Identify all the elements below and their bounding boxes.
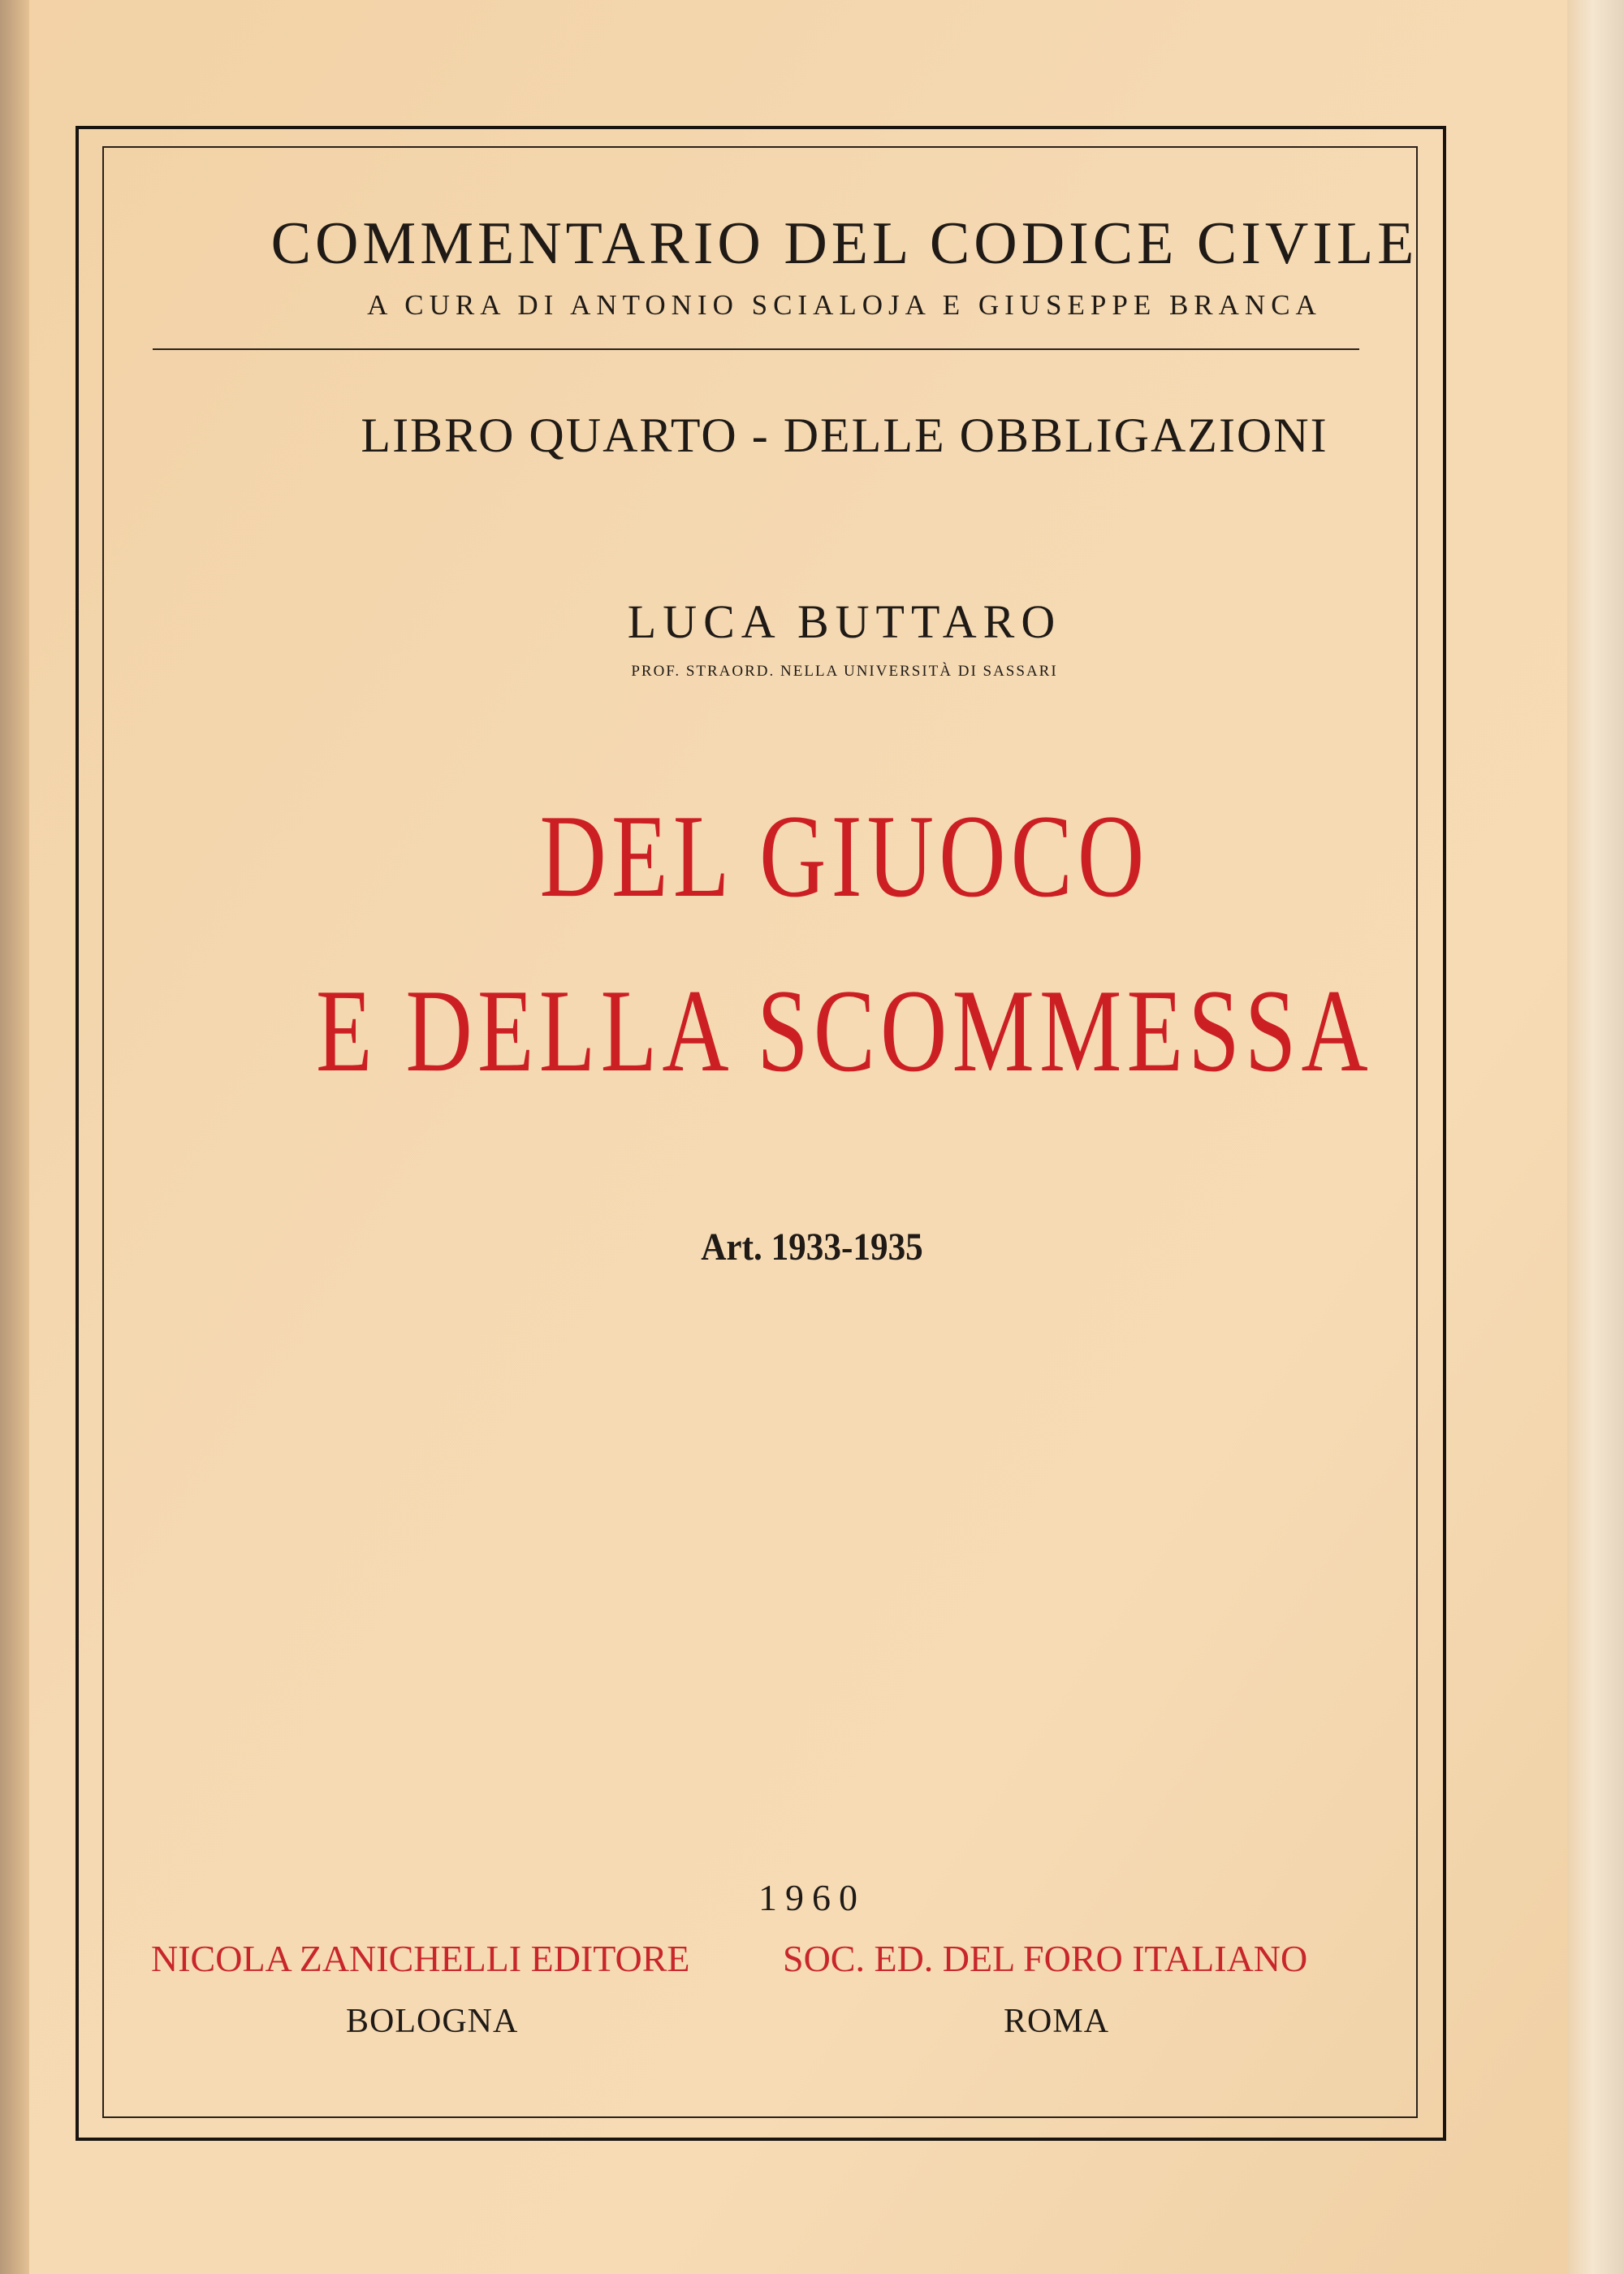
page-edge (1567, 0, 1624, 2274)
publisher-left-name: NICOLA ZANICHELLI EDITORE (151, 1938, 690, 1979)
book-binding-edge (0, 0, 29, 2274)
articles-range: Art. 1933-1935 (701, 1226, 923, 1269)
author-affiliation: PROF. STRAORD. NELLA UNIVERSITÀ DI SASSARI (631, 663, 1058, 680)
title-page (29, 0, 1567, 2274)
publication-year: 1960 (758, 1877, 866, 1918)
publisher-right-name: SOC. ED. DEL FORO ITALIANO (783, 1938, 1308, 1979)
series-editors: A CURA DI ANTONIO SCIALOJA E GIUSEPPE BRANCA (367, 289, 1322, 321)
publisher-right-city: ROMA (1004, 2003, 1110, 2040)
book-heading: LIBRO QUARTO - DELLE OBBLIGAZIONI (361, 409, 1328, 462)
main-title-line-1: DEL GIUOCO (539, 790, 1150, 922)
header-divider (153, 348, 1359, 350)
author-name: LUCA BUTTARO (627, 595, 1062, 648)
main-title-line-2: E DELLA SCOMMESSA (316, 965, 1373, 1096)
publisher-left-city: BOLOGNA (346, 2003, 519, 2040)
series-title: COMMENTARIO DEL CODICE CIVILE (270, 210, 1419, 277)
